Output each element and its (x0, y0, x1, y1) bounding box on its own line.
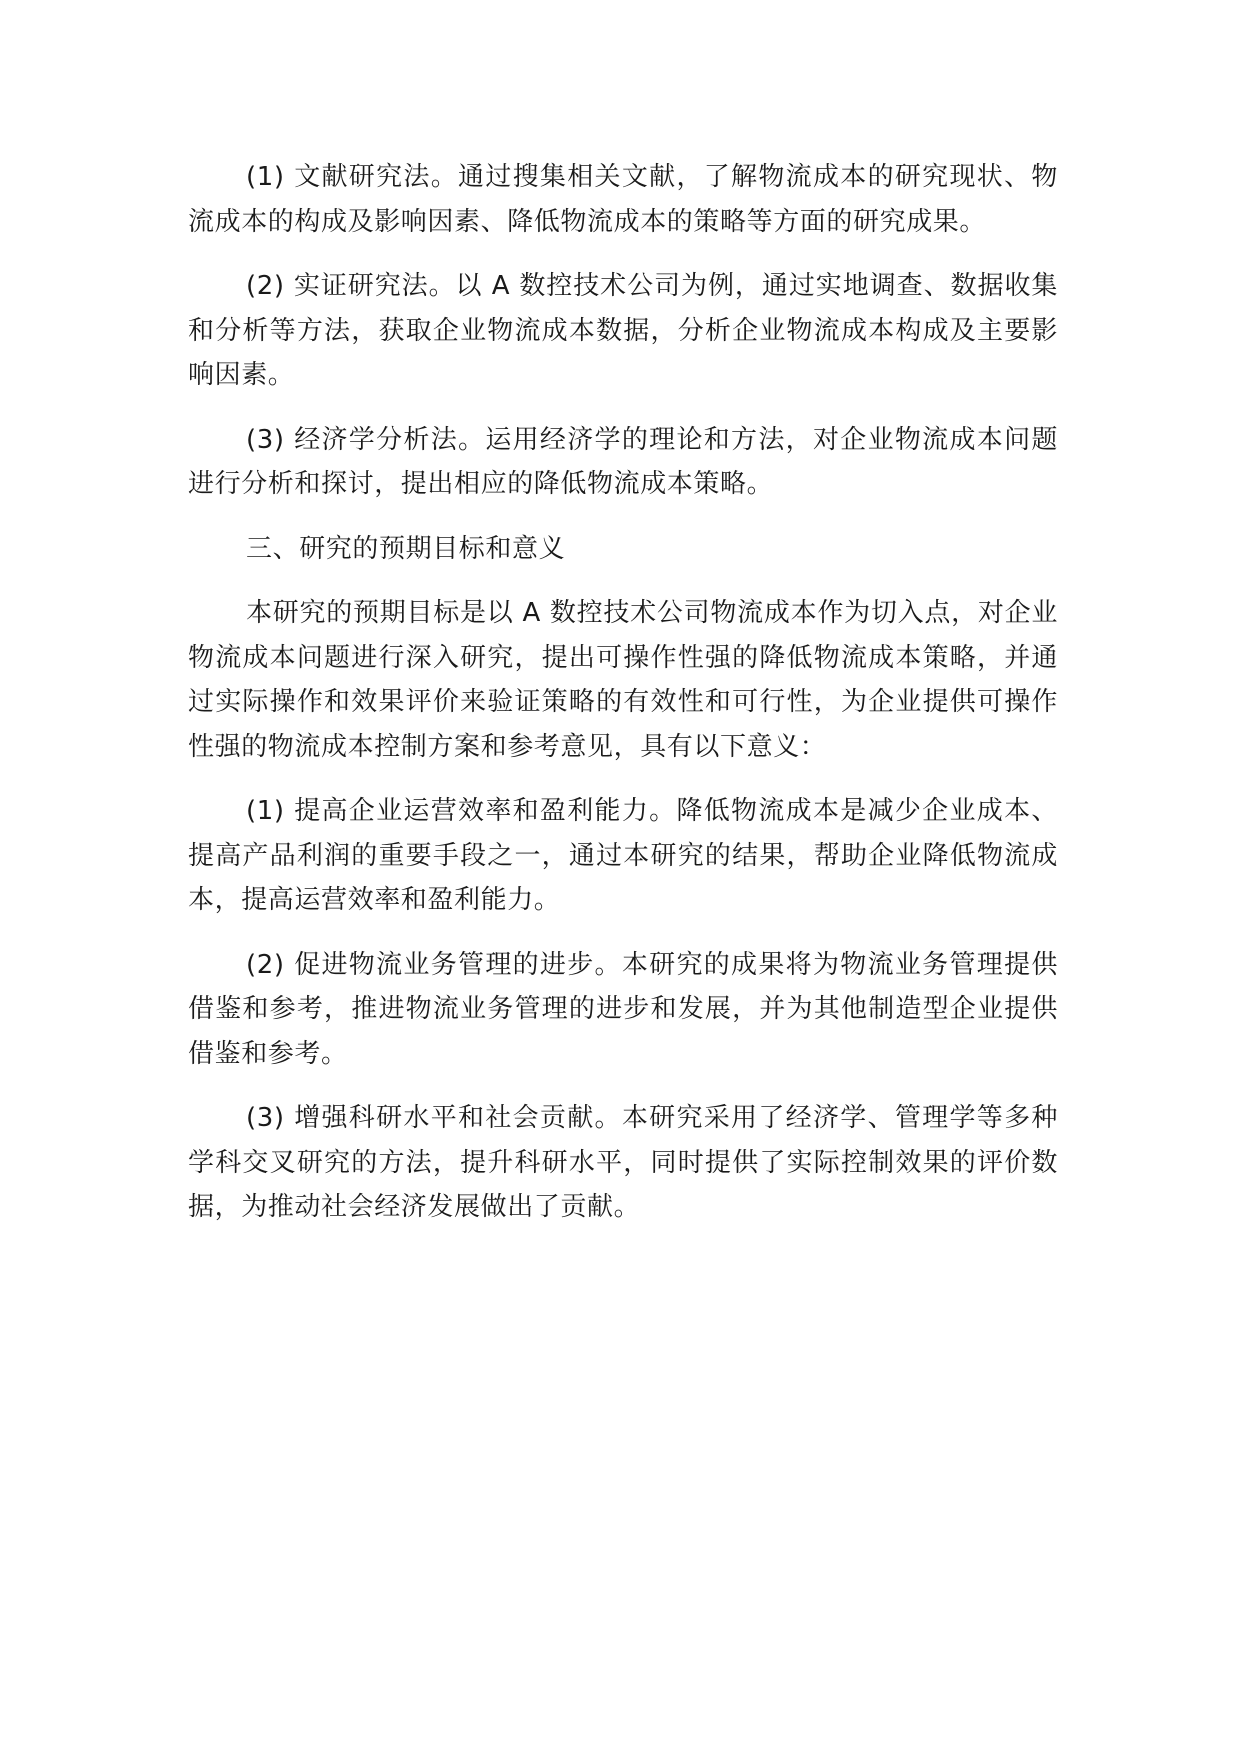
goal-paragraph: 本研究的预期目标是以 A 数控技术公司物流成本作为切入点，对企业物流成本问题进行深入研究，提出可操作性强的降低物流成本策略，并通过实际操作和效果评价来验证策略的有效性和可行性，为企业提供可操作性强的物流成本控制方案和参考意见，具有以下意义： (188, 598, 1058, 762)
significance-paragraph-2: (2) 促进物流业务管理的进步。本研究的成果将为物流业务管理提供借鉴和参考，推进物流业务管理的进步和发展，并为其他制造型企业提供借鉴和参考。 (188, 949, 1058, 1069)
document-body (188, 155, 1058, 1250)
significance-paragraph-1: (1) 提高企业运营效率和盈利能力。降低物流成本是减少企业成本、提高产品利润的重要手段之一，通过本研究的结果，帮助企业降低物流成本，提高运营效率和盈利能力。 (188, 796, 1058, 915)
significance-paragraph-3: (3) 增强科研水平和社会贡献。本研究采用了经济学、管理学等多种学科交叉研究的方法，提升科研水平，同时提供了实际控制效果的评价数据，为推动社会经济发展做出了贡献。 (188, 1103, 1058, 1222)
method-paragraph-3: (3) 经济学分析法。运用经济学的理论和方法，对企业物流成本问题进行分析和探讨，提出相应的降低物流成本策略。 (188, 424, 1058, 499)
method-paragraph-2: (2) 实证研究法。以 A 数控技术公司为例，通过实地调查、数据收集和分析等方法，获取企业物流成本数据，分析企业物流成本构成及主要影响因素。 (188, 271, 1058, 390)
method-paragraph-1: (1) 文献研究法。通过搜集相关文献，了解物流成本的研究现状、物流成本的构成及影响因素、降低物流成本的策略等方面的研究成果。 (188, 162, 1058, 237)
section-heading: 三、研究的预期目标和意义 (246, 533, 566, 564)
